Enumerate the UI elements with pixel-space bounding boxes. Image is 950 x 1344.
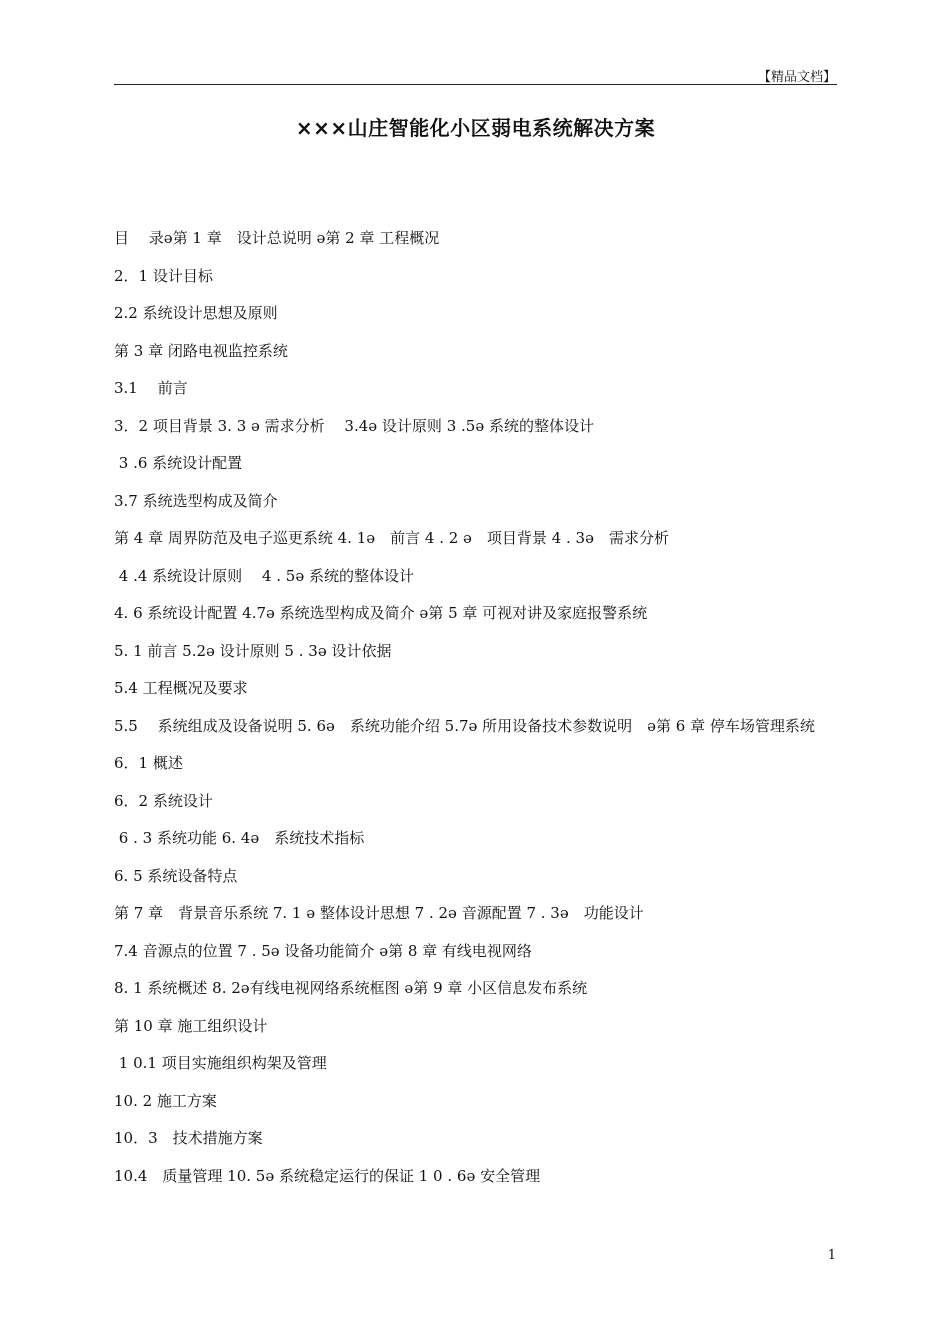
toc-line: 5.5 系统组成及设备说明 5. 6ə 系统功能介绍 5.7ə 所用设备技术参数说明 ə第 6 章 停车场管理系统	[114, 716, 815, 735]
toc-line: 目 录ə第 1 章 设计总说明 ə第 2 章 工程概况	[114, 229, 440, 247]
toc-line: 6. 5 系统设备特点	[114, 866, 238, 885]
toc-line: 10．3 技术措施方案	[114, 1129, 263, 1147]
toc-line: 6．1 概述	[114, 754, 183, 772]
toc-line: 3.1 前言	[114, 379, 188, 397]
toc-line: 8. 1 系统概述 8. 2ə有线电视网络系统框图 ə第 9 章 小区信息发布系统	[114, 979, 588, 997]
toc-line: 7.4 音源点的位置 7 . 5ə 设备功能简介 ə第 8 章 有线电视网络	[114, 941, 532, 960]
toc-line: 第 10 章 施工组织设计	[114, 1016, 268, 1035]
toc-line: 第 4 章 周界防范及电子巡更系统 4. 1ə 前言 4 . 2 ə 项目背景 4 . 3ə 需求分析	[114, 529, 669, 547]
page-number: 1	[827, 1248, 836, 1263]
toc-line: 5. 1 前言 5.2ə 设计原则 5 . 3ə 设计依据	[114, 641, 392, 660]
toc-line: 2.2 系统设计思想及原则	[114, 304, 278, 322]
toc-line: 4 .4 系统设计原则 4 . 5ə 系统的整体设计	[114, 566, 414, 585]
toc-line: 第 3 章 闭路电视监控系统	[114, 341, 288, 360]
table-of-contents	[114, 220, 837, 1195]
toc-line: 6 . 3 系统功能 6. 4ə 系统技术指标	[114, 829, 365, 847]
toc-line: 4. 6 系统设计配置 4.7ə 系统选型构成及简介 ə第 5 章 可视对讲及家庭报警系统	[114, 604, 648, 622]
toc-line: 6．2 系统设计	[114, 791, 213, 810]
header-rule	[114, 84, 837, 85]
toc-line: 10. 2 施工方案	[114, 1091, 217, 1110]
toc-line: 3 .6 系统设计配置	[114, 454, 243, 472]
toc-line: 5.4 工程概况及要求	[114, 679, 248, 697]
page-header-label: 【精品文档】	[757, 70, 836, 85]
toc-line: 10.4 质量管理 10. 5ə 系统稳定运行的保证 1 0 . 6ə 安全管理	[114, 1166, 541, 1185]
toc-line: 1 0.1 项目实施组织构架及管理	[114, 1054, 327, 1072]
toc-line: 3.7 系统选型构成及简介	[114, 491, 278, 510]
toc-line: 2．1 设计目标	[114, 266, 213, 285]
toc-line: 3．2 项目背景 3. 3 ə 需求分析 3.4ə 设计原则 3 .5ə 系统的整体设计	[114, 416, 594, 435]
toc-line: 第 7 章 背景音乐系统 7. 1 ə 整体设计思想 7 . 2ə 音源配置 7 . 3ə 功能设计	[114, 904, 644, 922]
document-title: ×××山庄智能化小区弱电系统解决方案	[295, 116, 656, 140]
